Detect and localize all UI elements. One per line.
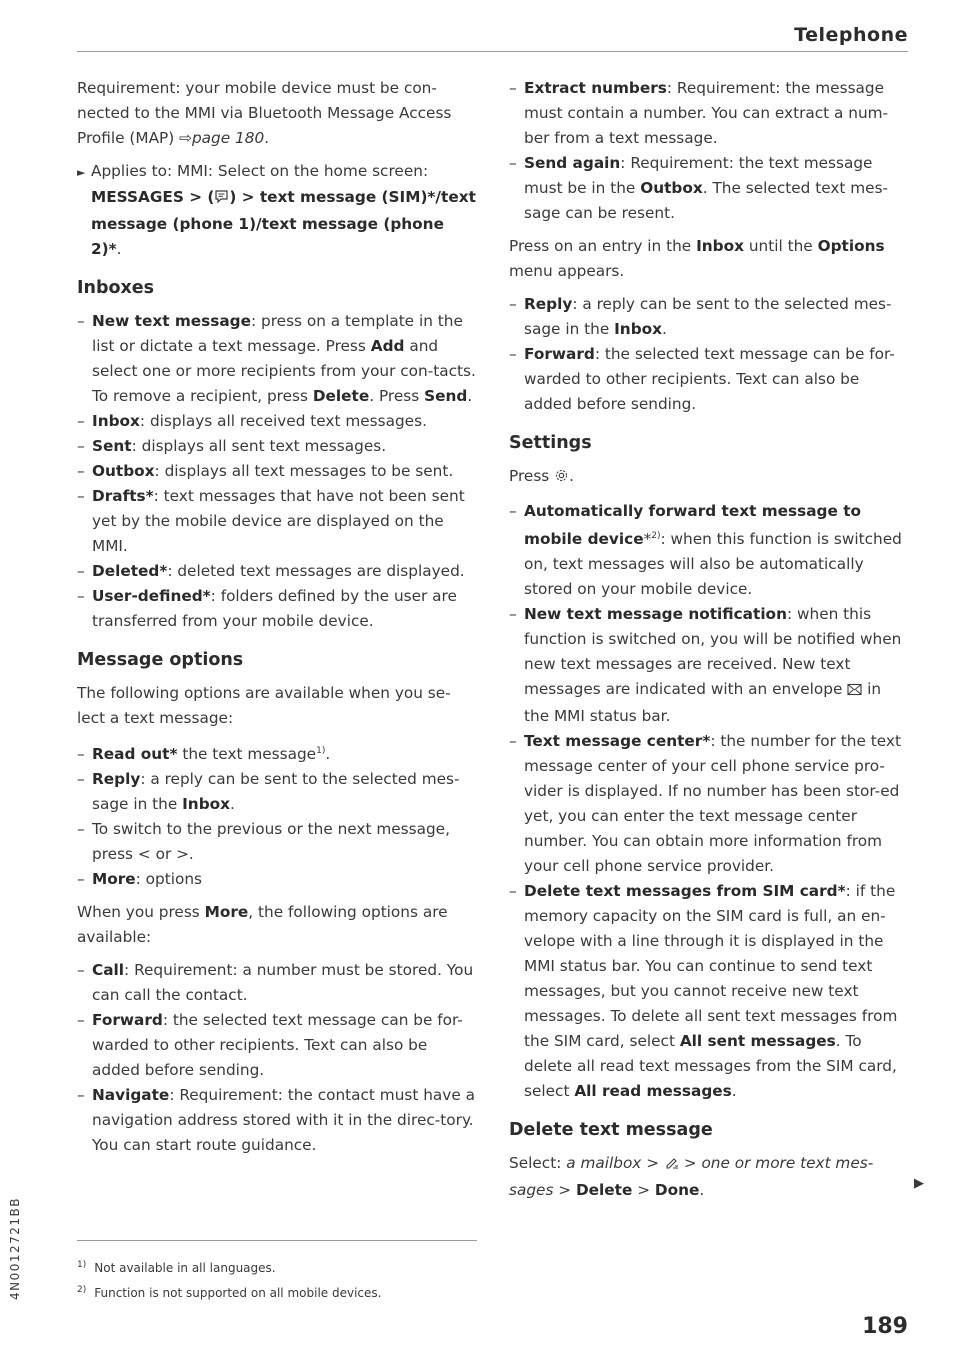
page-number: 189 bbox=[862, 1314, 908, 1339]
list-item: – More: options bbox=[77, 870, 203, 889]
list-item: – Reply: a reply can be sent to the selected mes-sage in the Inbox. bbox=[509, 295, 892, 338]
footnotes bbox=[77, 1254, 381, 1304]
list-item: – New text message notification: when this function is switched on, you will be notified when new text messages are received. New text messages are indicated with an envelope in the MMI status bar. bbox=[509, 605, 902, 726]
settings-heading: Settings bbox=[509, 433, 592, 453]
page-link[interactable]: page 180 bbox=[191, 129, 265, 147]
applies-to-step: ► Applies to: MMI: Select on the home screen: MESSAGES > ( ) > text message (SIM)*/text message (phone 1)/text message (phone 2)*. bbox=[77, 162, 476, 258]
footnote: $^{1)}$ Not available in all languages. bbox=[77, 1260, 276, 1275]
document-code: 4N0012721BB bbox=[8, 1196, 22, 1300]
list-item: – Automatically forward text message to mobile device*$^{2)}$: when this function is switched on, text messages will also be automatically stored on your mobile device. bbox=[509, 502, 902, 599]
list-item: – Forward: the selected text message can be for-warded to other recipients. Text can also be added before sending. bbox=[509, 345, 895, 413]
edit-pencil-icon bbox=[664, 1153, 679, 1178]
link-arrow-icon: ⇨ bbox=[179, 129, 192, 147]
list-item: – Navigate: Requirement: the contact must have a navigation address stored with it in the direc-tory. You can start route guidance. bbox=[77, 1086, 475, 1155]
list-item: – Reply: a reply can be sent to the selected mes-sage in the Inbox. bbox=[77, 770, 460, 814]
list-item: – Send again: Requirement: the text message must be in the Outbox. The selected text mes-sage can be resent. bbox=[509, 154, 889, 222]
section-title: Telephone bbox=[794, 24, 908, 46]
header-divider bbox=[77, 51, 908, 52]
previous-icon: < bbox=[137, 845, 151, 864]
list-item: – Extract numbers: Requirement: the message must contain a number. You can extract a num-ber from a text message. bbox=[509, 79, 889, 147]
footnote: $^{2)}$ Function is not supported on all mobile devices. bbox=[77, 1285, 382, 1300]
list-item: – Call: Requirement: a number must be stored. You can call the contact. bbox=[77, 961, 474, 1005]
list-item: – Inbox: displays all received text messages. bbox=[77, 412, 427, 430]
next-icon: > bbox=[176, 845, 189, 864]
settings-press: Press . bbox=[509, 464, 911, 491]
list-item: – New text message: press on a template in the list or dictate a text message. Press Add and select one or more recipients from your con-tacts. To remove a recipient, press Delete. Press Send. bbox=[77, 312, 476, 405]
list-item: – Sent: displays all sent text messages. bbox=[77, 437, 387, 455]
right-column bbox=[509, 76, 911, 1211]
press-entry-paragraph: Press on an entry in the Inbox until the Options menu appears. bbox=[509, 237, 885, 280]
delete-instruction: Select: a mailbox > > one or more text mes-sages > Delete > Done. bbox=[509, 1154, 874, 1200]
list-item: – To switch to the previous or the next message, press < or >. bbox=[77, 820, 450, 864]
list-item: – Drafts*: text messages that have not been sent yet by the mobile device are displayed on the MMI. bbox=[77, 487, 465, 555]
list-item: – Outbox: displays all text messages to be sent. bbox=[77, 462, 454, 480]
step-triangle-icon: ► bbox=[77, 166, 86, 179]
continue-arrow-icon: ▶ bbox=[914, 1176, 924, 1191]
more-intro: When you press More, the following options are available: bbox=[77, 903, 448, 947]
list-item: – User-defined*: folders defined by the user are transferred from your mobile device. bbox=[77, 587, 457, 630]
list-item: – Read out* the text message$^{1)}$. bbox=[77, 745, 331, 764]
list-item: – Deleted*: deleted text messages are displayed. bbox=[77, 562, 465, 580]
options-intro: The following options are available when you se-lect a text message: bbox=[77, 684, 451, 727]
footnote-divider bbox=[77, 1240, 477, 1241]
envelope-icon bbox=[847, 679, 862, 704]
inboxes-heading: Inboxes bbox=[77, 278, 155, 298]
message-options-heading: Message options bbox=[77, 650, 244, 670]
gear-icon bbox=[554, 466, 569, 491]
list-item: – Text message center*: the number for the text message center of your cell phone service pro-vider is displayed. If no number has been stor-ed yet, you can enter the text message center number. You can obtain more information from your cell phone service provider. bbox=[509, 732, 901, 876]
message-bubble-icon bbox=[214, 187, 229, 212]
list-item: – Delete text messages from SIM card*: if the memory capacity on the SIM card is full, an en-velope with a line through it is displayed in the MMI status bar. You can continue to send text messages, but you cannot receive new text messages. To delete all sent text messages from the SIM card, select All sent messages. To delete all read text messages from the SIM card, select All read messages. bbox=[509, 882, 898, 1101]
list-item: – Forward: the selected text message can be for-warded to other recipients. Text can also be added before sending. bbox=[77, 1011, 463, 1080]
delete-heading: Delete text message bbox=[509, 1120, 713, 1141]
requirement-paragraph: Requirement: your mobile device must be con-nected to the MMI via Bluetooth Message Access Profile (MAP) ⇨page 180. bbox=[77, 79, 452, 147]
left-column bbox=[77, 76, 477, 1158]
